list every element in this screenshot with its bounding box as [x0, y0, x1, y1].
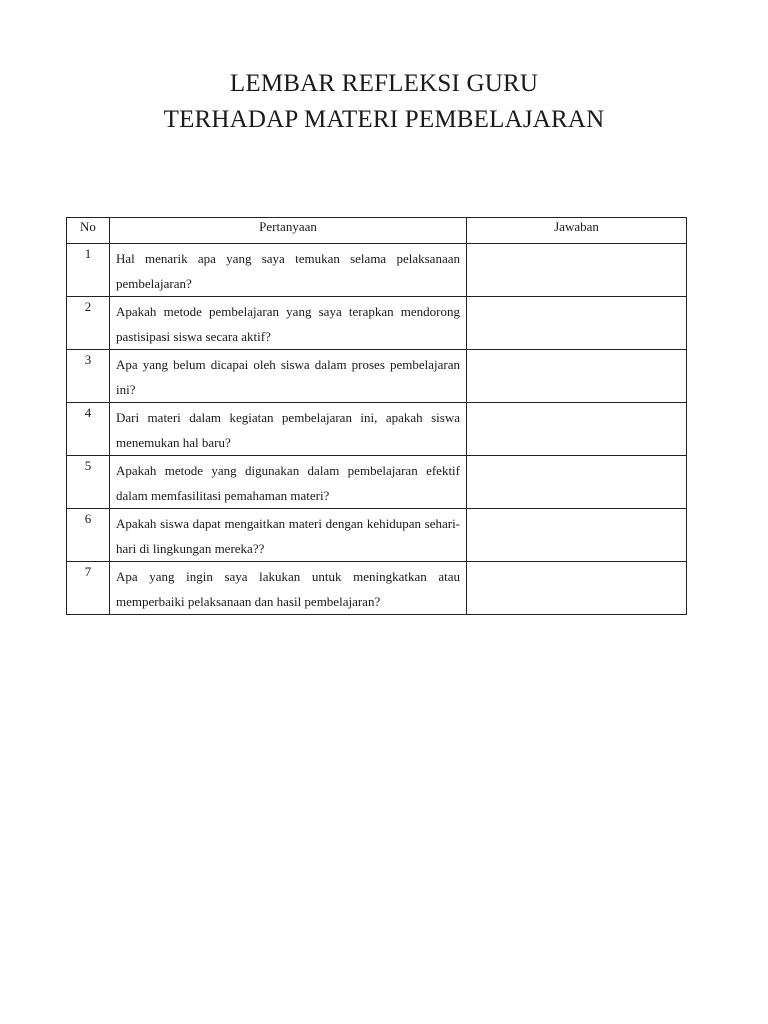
table-row	[67, 509, 687, 562]
header-no: No	[67, 218, 110, 244]
question-cell	[110, 509, 467, 562]
row-number: 2	[67, 297, 110, 350]
table-row	[67, 562, 687, 615]
header-question: Pertanyaan	[110, 218, 467, 244]
question-text: memperbaiki pelaksanaan dan hasil pembelajaran?	[116, 594, 381, 609]
question-cell	[110, 456, 467, 509]
row-number: 3	[67, 350, 110, 403]
answer-cell[interactable]	[467, 562, 687, 615]
question-text: Apakah metode pembelajaran yang saya terapkan	[116, 304, 394, 319]
question-text: efektif dalam memfasilitasi pemahaman materi?	[116, 463, 460, 503]
table-row	[67, 350, 687, 403]
question-text: pelaksanaan pembelajaran?	[116, 251, 460, 291]
question-cell	[110, 562, 467, 615]
question-text: siswa menemukan hal baru?	[116, 410, 461, 450]
question-cell	[110, 297, 467, 350]
table-row	[67, 456, 687, 509]
question-text: Apa yang belum dicapai oleh siswa dalam proses	[116, 357, 385, 372]
row-number: 4	[67, 403, 110, 456]
row-number: 7	[67, 562, 110, 615]
question-text: Dari materi dalam kegiatan pembelajaran ini, apakah	[116, 410, 423, 425]
row-number: 6	[67, 509, 110, 562]
title-line-2: TERHADAP MATERI PEMBELAJARAN	[163, 106, 605, 133]
table-row	[67, 297, 687, 350]
answer-cell[interactable]	[467, 509, 687, 562]
answer-cell[interactable]	[467, 403, 687, 456]
row-number: 1	[67, 244, 110, 297]
reflection-table	[66, 217, 687, 615]
answer-cell[interactable]	[467, 244, 687, 297]
row-number: 5	[67, 456, 110, 509]
question-text: Apa yang ingin saya lakukan untuk meningkatkan atau	[116, 569, 460, 584]
question-cell	[110, 244, 467, 297]
answer-cell[interactable]	[467, 456, 687, 509]
question-text: kehidupan sehari-hari di lingkungan mereka??	[116, 516, 461, 556]
question-text: Hal menarik apa yang saya temukan selama	[116, 251, 387, 266]
question-cell	[110, 403, 467, 456]
question-text: mendorong pastisipasi siswa secara aktif?	[116, 304, 461, 344]
answer-cell[interactable]	[467, 297, 687, 350]
document-title	[0, 66, 768, 138]
table-header-row	[67, 218, 687, 244]
table-row	[67, 244, 687, 297]
title-line-1: LEMBAR REFLEKSI GURU	[229, 70, 539, 97]
question-text: Apakah metode yang digunakan dalam pembelajaran	[116, 463, 418, 478]
question-cell	[110, 350, 467, 403]
answer-cell[interactable]	[467, 350, 687, 403]
question-text: pembelajaran ini?	[116, 357, 461, 397]
question-text: Apakah siswa dapat mengaitkan materi dengan	[116, 516, 364, 531]
table-row	[67, 403, 687, 456]
header-answer: Jawaban	[467, 218, 687, 244]
